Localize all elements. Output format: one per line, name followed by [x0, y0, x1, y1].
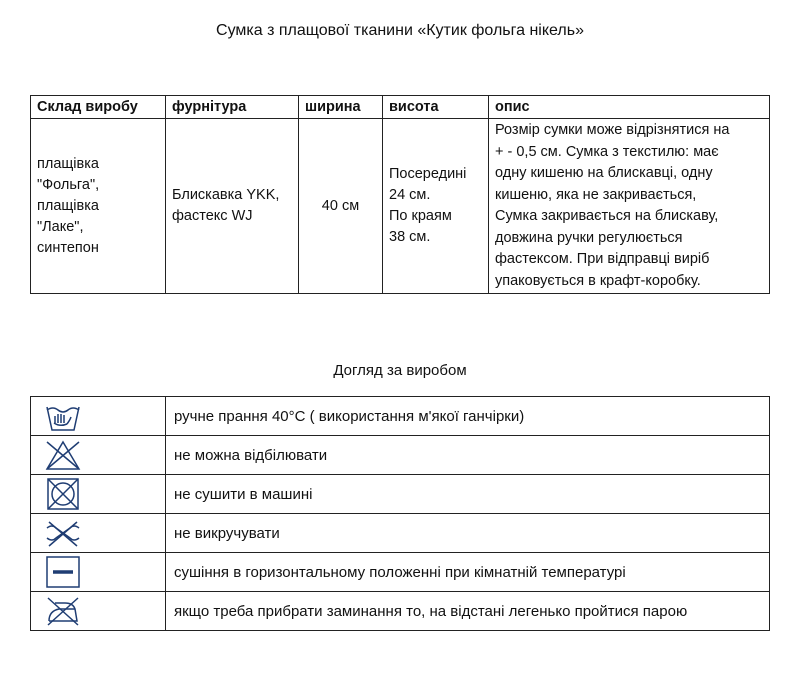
- header-hardware: фурнітура: [166, 96, 299, 119]
- care-row: [31, 514, 770, 553]
- care-row: [31, 553, 770, 592]
- hand-wash-icon: [43, 399, 83, 433]
- no-wring-icon: [43, 516, 83, 550]
- care-row: [31, 436, 770, 475]
- care-section-title: Догляд за виробом: [333, 362, 467, 379]
- care-row: [31, 475, 770, 514]
- width-cell: 40 см: [299, 119, 383, 294]
- product-specs-table: [30, 95, 770, 294]
- care-table: [30, 396, 770, 631]
- header-description: опис: [489, 96, 770, 119]
- composition-cell: плащівка "Фольга", плащівка "Лаке", синтепон: [31, 119, 166, 294]
- care-row: [31, 397, 770, 436]
- header-width: ширина: [299, 96, 383, 119]
- no-bleach-icon: [43, 438, 83, 472]
- care-text: не викручувати: [166, 514, 770, 553]
- hardware-cell: Блискавка YKK, фастекс WJ: [166, 119, 299, 294]
- page-title: Сумка з плащової тканини «Кутик фольга нікель»: [216, 22, 584, 39]
- description-cell: Розмір сумки може відрізнятися на + - 0,5 см. Сумка з текстилю: має одну кишеню на блискавці, одну кишеню, яка не закривається, Сумка закривається на блискаву, довжина ручки регулюється фастексом. При відправці виріб упаковується в крафт-коробку.: [489, 119, 770, 294]
- specs-row: [31, 119, 770, 294]
- no-tumble-dry-icon: [43, 477, 83, 511]
- care-text: якщо треба прибрати заминання то, на відстані легенько пройтися парою: [166, 592, 770, 631]
- height-cell: Посередині 24 см. По краям 38 см.: [383, 119, 489, 294]
- care-text: ручне прання 40°C ( використання м'якої ганчірки): [166, 397, 770, 436]
- care-text: не можна відбілювати: [166, 436, 770, 475]
- dry-flat-icon: [43, 555, 83, 589]
- header-composition: Склад виробу: [31, 96, 166, 119]
- care-text: не сушити в машині: [166, 475, 770, 514]
- specs-header-row: [31, 96, 770, 119]
- care-row: [31, 592, 770, 631]
- no-iron-icon: [43, 594, 83, 628]
- header-height: висота: [383, 96, 489, 119]
- care-text: сушіння в горизонтальному положенні при кімнатній температурі: [166, 553, 770, 592]
